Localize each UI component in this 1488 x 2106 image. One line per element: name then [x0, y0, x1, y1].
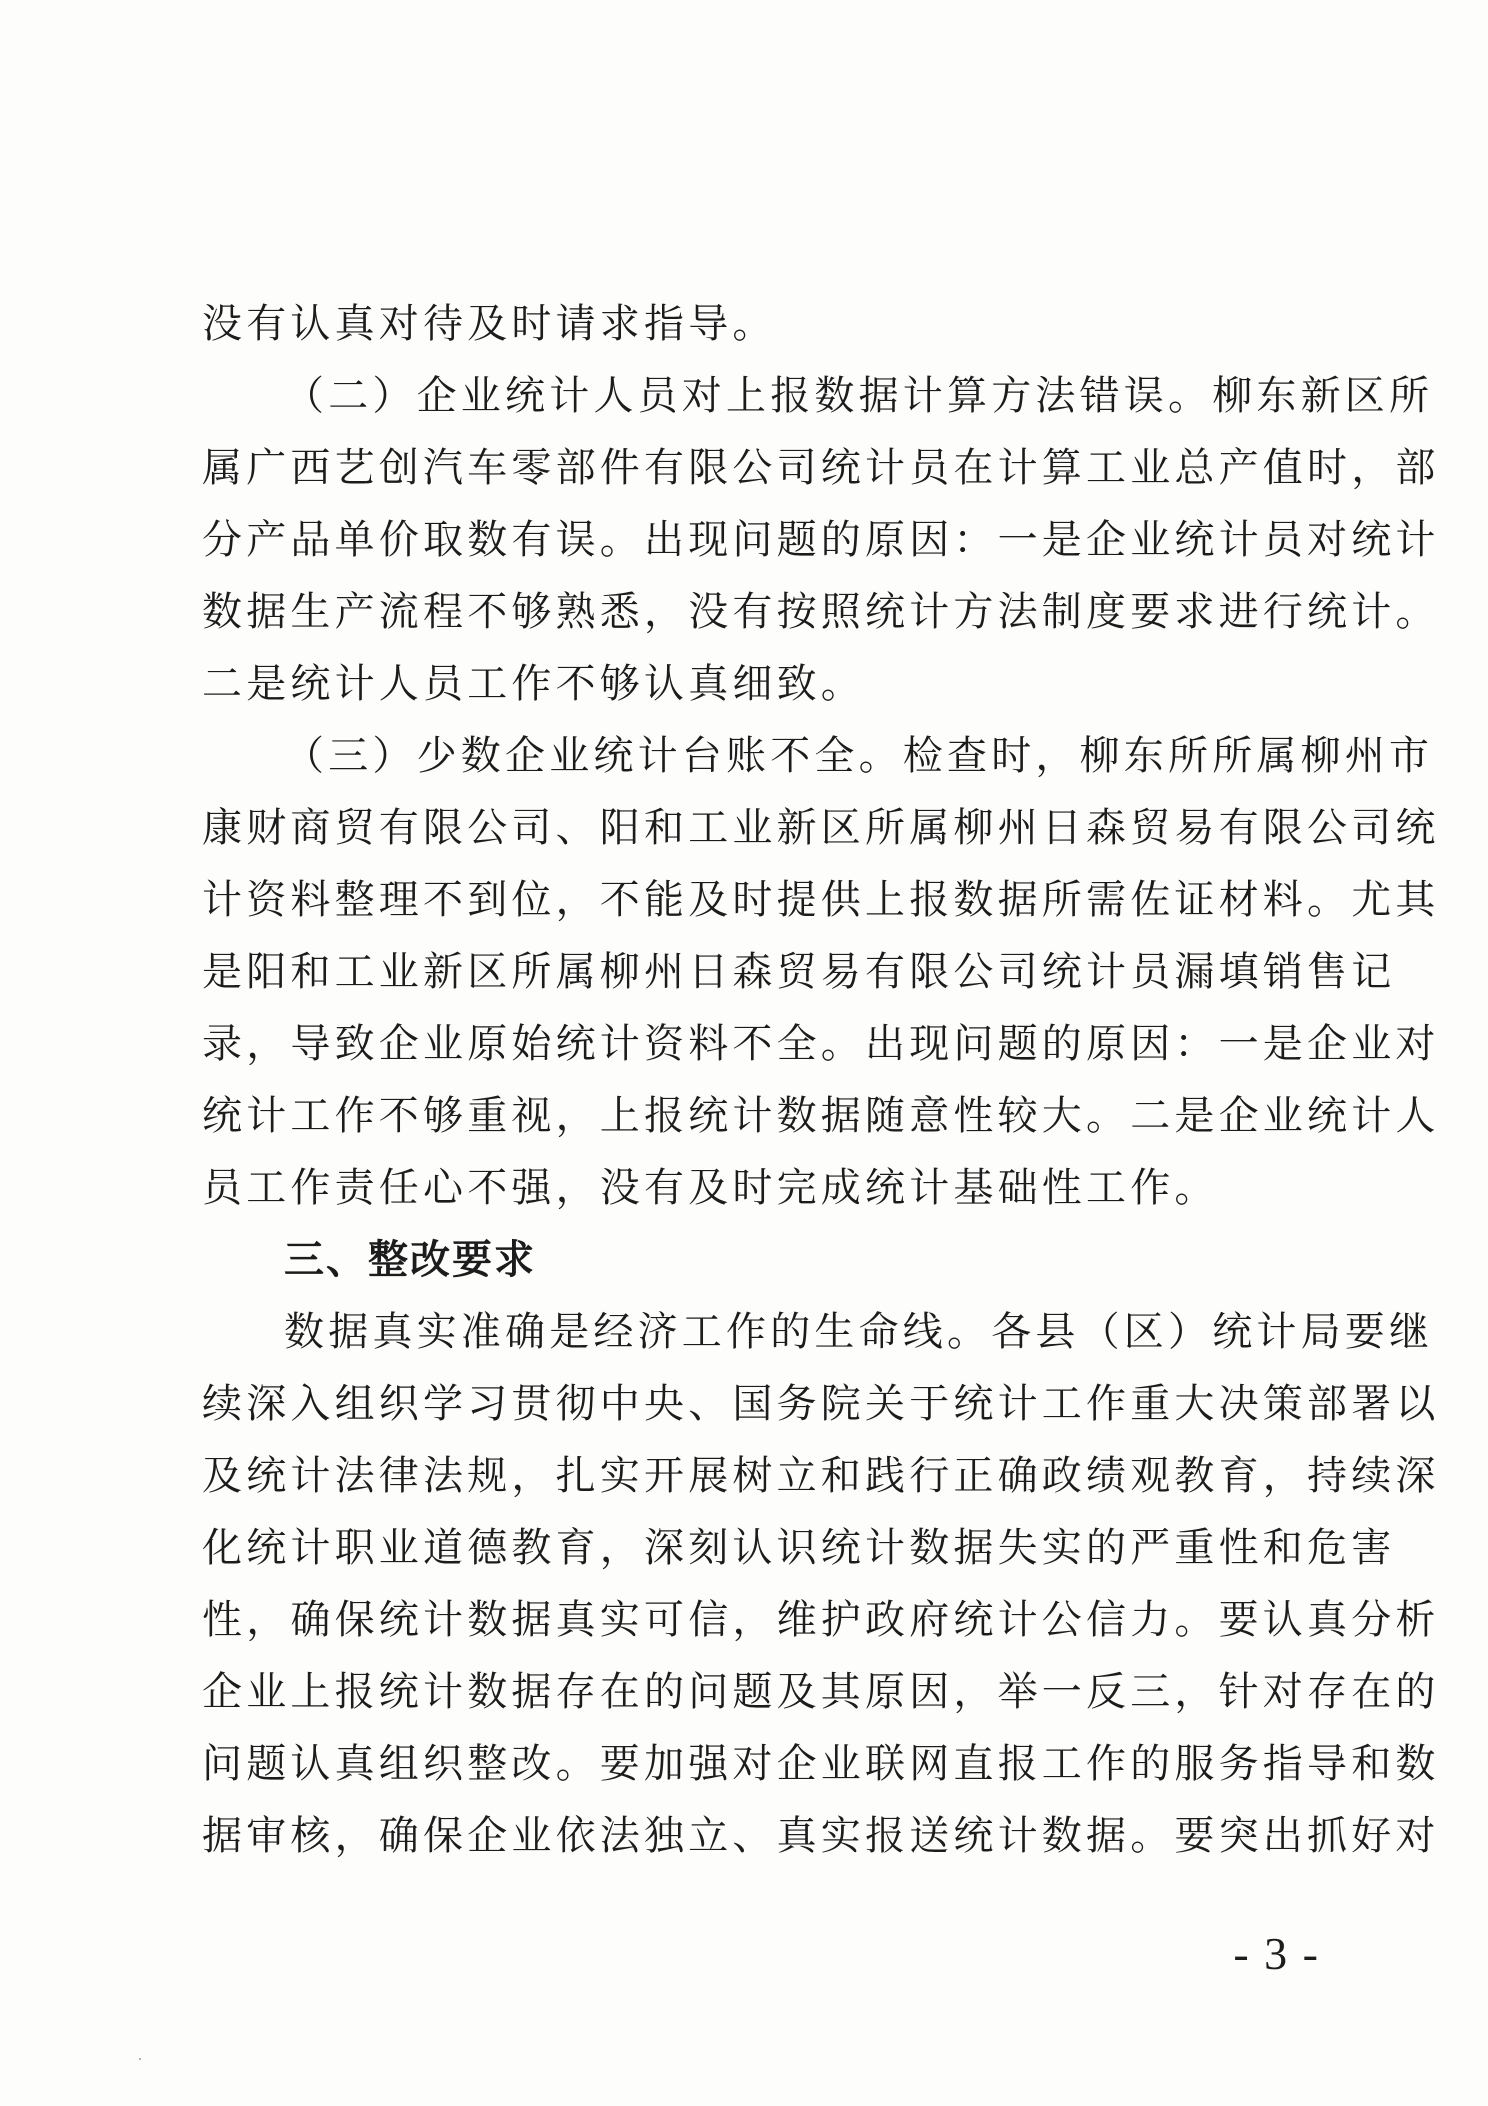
text-line: 及统计法律法规，扎实开展树立和践行正确政绩观教育，持续深 — [202, 1453, 1440, 1499]
text-line: 康财商贸有限公司、阳和工业新区所属柳州日森贸易有限公司统 — [202, 805, 1440, 851]
text-line: 没有认真对待及时请求指导。 — [202, 301, 777, 347]
text-line: 是阳和工业新区所属柳州日森贸易有限公司统计员漏填销售记 — [202, 949, 1396, 995]
text-line: 据审核，确保企业依法独立、真实报送统计数据。要突出抓好对 — [202, 1813, 1440, 1859]
text-line: （二）企业统计人员对上报数据计算方法错误。柳东新区所 — [284, 373, 1434, 419]
scan-speck — [139, 2058, 141, 2060]
text-line: 录，导致企业原始统计资料不全。出现问题的原因：一是企业对 — [202, 1021, 1440, 1067]
text-line: 二是统计人员工作不够认真细致。 — [202, 661, 865, 707]
text-line: 性，确保统计数据真实可信，维护政府统计公信力。要认真分析 — [202, 1597, 1440, 1643]
text-line: 企业上报统计数据存在的问题及其原因，举一反三，针对存在的 — [202, 1669, 1440, 1715]
text-line: 计资料整理不到位，不能及时提供上报数据所需佐证材料。尤其 — [202, 877, 1440, 923]
section-heading: 三、整改要求 — [284, 1237, 536, 1283]
text-line: 分产品单价取数有误。出现问题的原因：一是企业统计员对统计 — [202, 517, 1440, 563]
text-line: 员工作责任心不强，没有及时完成统计基础性工作。 — [202, 1165, 1219, 1211]
text-line: 问题认真组织整改。要加强对企业联网直报工作的服务指导和数 — [202, 1741, 1440, 1787]
text-line: （三）少数企业统计台账不全。检查时，柳东所所属柳州市 — [284, 733, 1434, 779]
text-line: 数据真实准确是经济工作的生命线。各县（区）统计局要继 — [284, 1309, 1434, 1355]
text-line: 属广西艺创汽车零部件有限公司统计员在计算工业总产值时，部 — [202, 445, 1440, 491]
text-line: 续深入组织学习贯彻中央、国务院关于统计工作重大决策部署以 — [202, 1381, 1440, 1427]
text-line: 统计工作不够重视，上报统计数据随意性较大。二是企业统计人 — [202, 1093, 1440, 1139]
text-line: 化统计职业道德教育，深刻认识统计数据失实的严重性和危害 — [202, 1525, 1396, 1571]
page-number: - 3 - — [1233, 1928, 1320, 1979]
text-line: 数据生产流程不够熟悉，没有按照统计方法制度要求进行统计。 — [202, 589, 1440, 635]
